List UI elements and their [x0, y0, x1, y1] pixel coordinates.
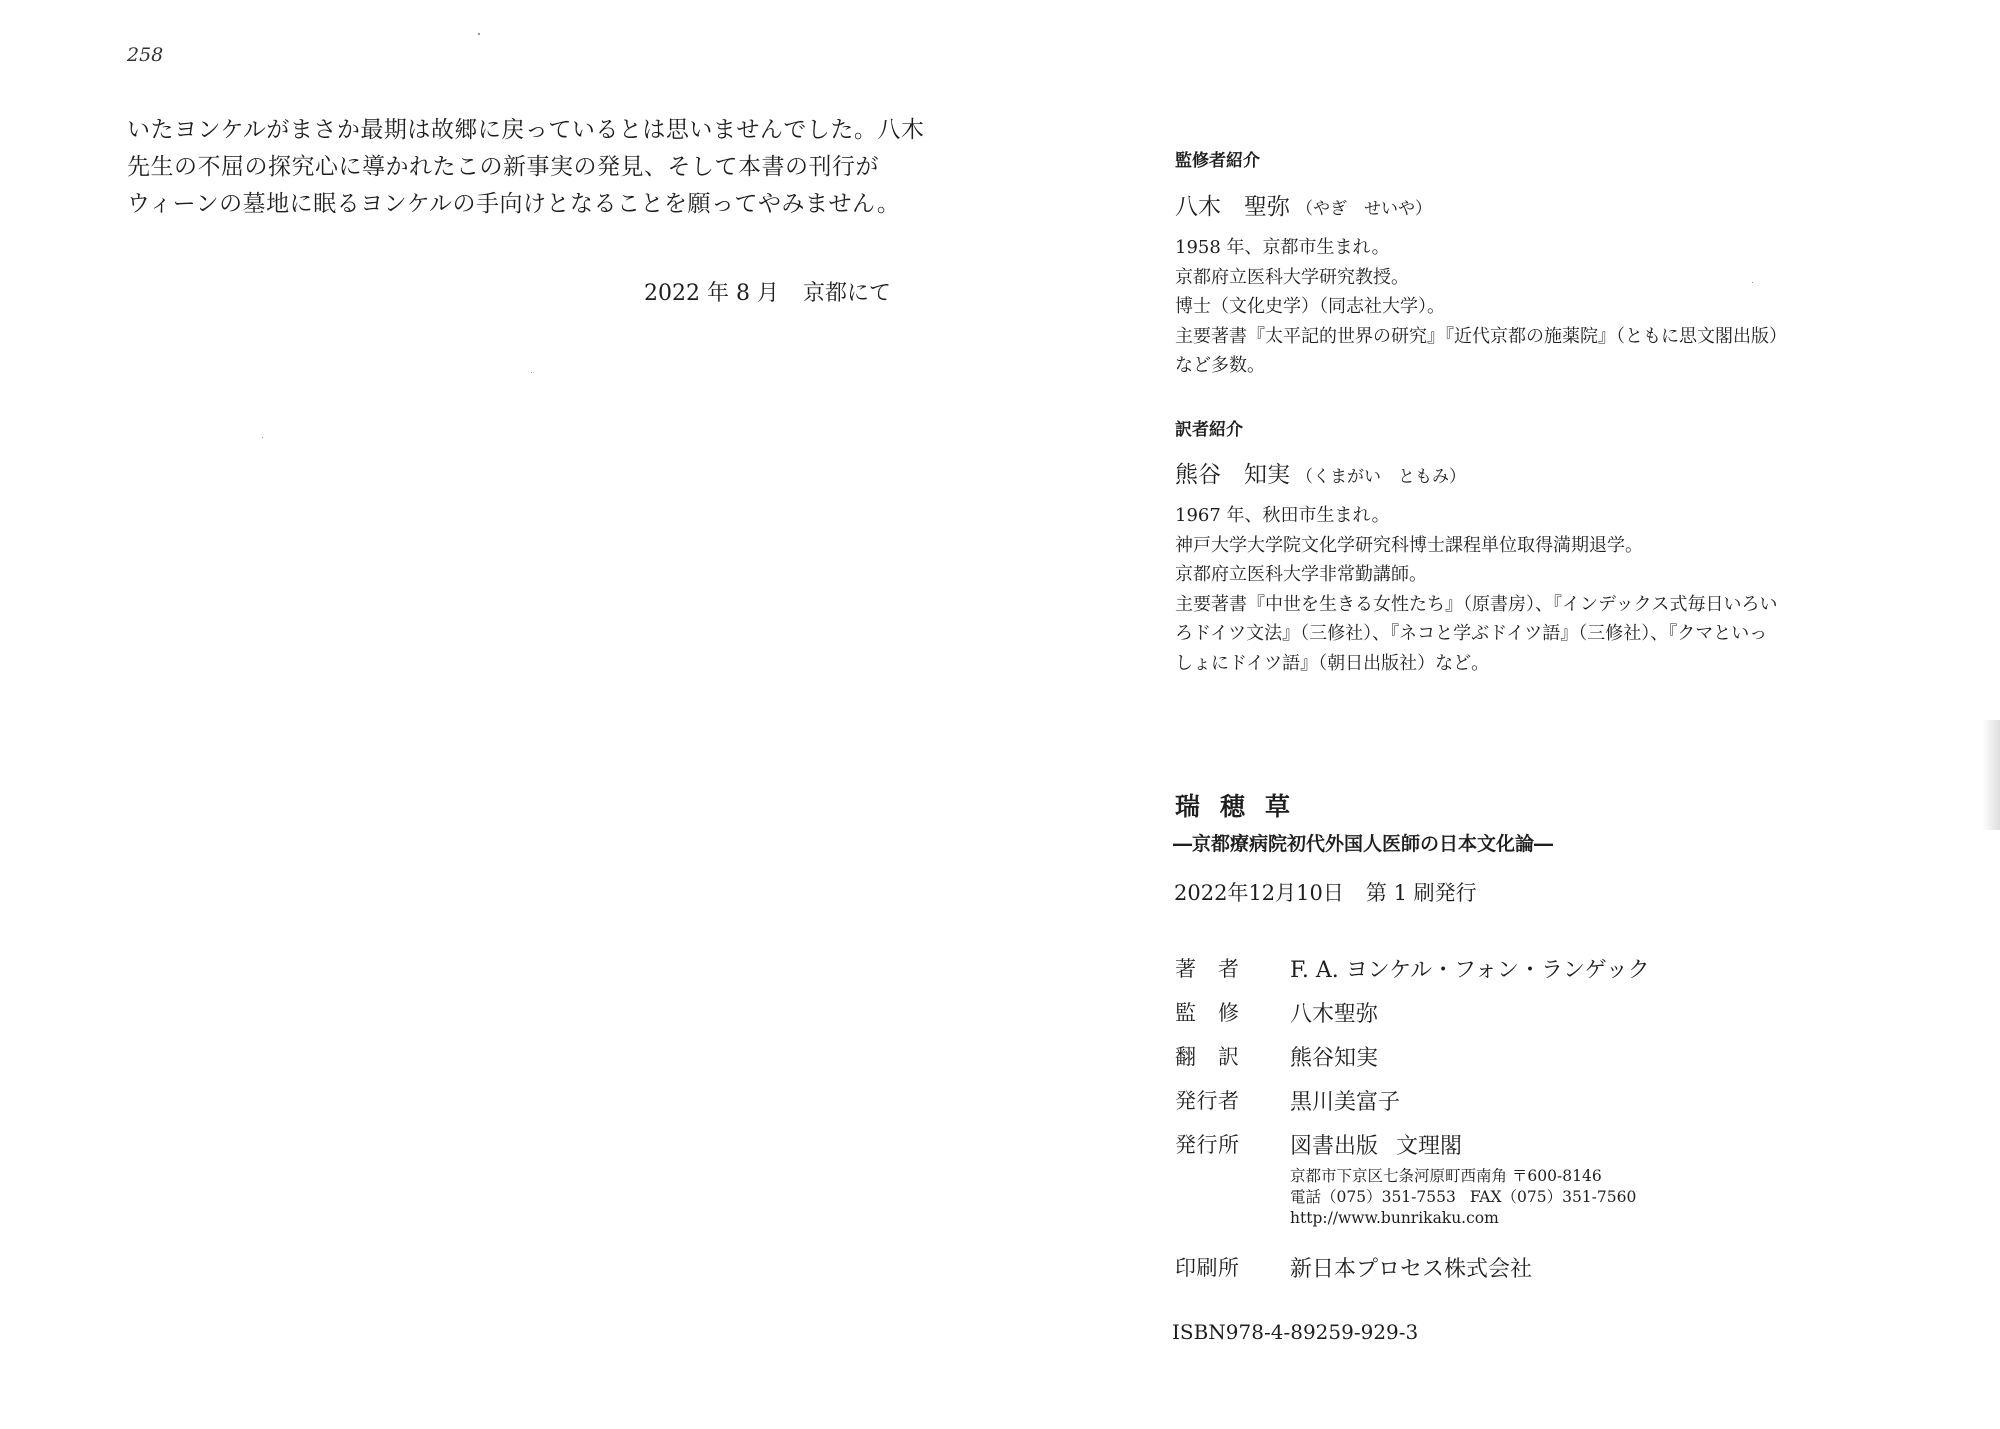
paragraph-line: 先生の不屈の探究心に導かれたこの新事実の発見、そして本書の刊行が	[127, 154, 879, 180]
scan-speck	[531, 372, 532, 373]
publisher-address: 京都市下京区七条河原町西南角 〒600-8146	[1290, 1167, 1602, 1185]
credit-value: 熊谷知実	[1290, 1046, 1379, 1071]
isbn: ISBN978-4-89259-929-3	[1172, 1320, 1419, 1344]
signoff-place: 京都にて	[802, 281, 891, 306]
supervisor-reading: （やぎ せいや）	[1296, 199, 1432, 219]
bio-line: 京都府立医科大学非常勤講師。	[1175, 564, 1427, 585]
credit-row-translator	[1175, 1041, 1895, 1072]
bio-line: 博士（文化史学）（同志社大学）。	[1175, 296, 1445, 317]
supervisor-name: 八木 聖弥	[1175, 194, 1290, 220]
credit-value: 黒川美富子	[1290, 1090, 1401, 1115]
print-date	[1174, 877, 1477, 907]
publisher-details	[1290, 1166, 1636, 1229]
translator-name-line	[1175, 456, 1466, 489]
paragraph-line: ウィーンの墓地に眠るヨンケルの手向けとなることを願ってやみません。	[127, 191, 901, 217]
credit-label: 発行所	[1175, 1133, 1240, 1157]
right-page	[1000, 0, 2000, 1429]
credit-row-printer	[1175, 1252, 1895, 1283]
bio-line: 京都府立医科大学研究教授。	[1175, 266, 1409, 288]
credit-label: 翻 訳	[1175, 1045, 1240, 1069]
supervisor-heading: 監修者紹介	[1175, 151, 1260, 171]
supervisor-name-line	[1175, 188, 1432, 221]
paragraph-line: いたヨンケルがまさか最期は故郷に戻っているとは思いませんでした。八木	[127, 117, 925, 143]
credit-value: F. A. ヨンケル・フォン・ランゲック	[1290, 958, 1650, 983]
bio-line: 神戸大学大学院文化学研究科博士課程単位取得満期退学。	[1175, 534, 1643, 556]
publisher-block	[1290, 1129, 1636, 1239]
credit-row-supervisor	[1175, 997, 1895, 1028]
page-number: 258	[127, 44, 164, 66]
bio-line: ろドイツ文法』（三修社）、『ネコと学ぶドイツ語』（三修社）、『クマといっ	[1175, 623, 1768, 644]
bio-line: 主要著書『中世を生きる女性たち』（原書房）、『インデックス式毎日いろい	[1175, 593, 1778, 615]
credit-label: 発行者	[1175, 1089, 1240, 1113]
bio-line: 1958 年、京都市生まれ。	[1175, 237, 1390, 258]
credit-label: 印刷所	[1175, 1256, 1240, 1280]
scan-speck	[262, 437, 263, 438]
translator-heading: 訳者紹介	[1175, 420, 1243, 440]
credit-row-issuer	[1175, 1085, 1895, 1116]
publisher-website: http://www.bunrikaku.com	[1290, 1209, 1499, 1227]
publisher-name-part: 文理閣	[1396, 1134, 1463, 1159]
publisher-name-part: 図書出版	[1290, 1134, 1379, 1159]
bio-line: しょにドイツ語』（朝日出版社）など。	[1175, 652, 1490, 674]
credit-value: 八木聖弥	[1290, 1002, 1379, 1027]
credit-label: 監 修	[1175, 1001, 1240, 1025]
credit-row-publisher	[1175, 1129, 1895, 1239]
publisher-fax: FAX（075）351-7560	[1469, 1188, 1637, 1206]
translator-bio	[1175, 501, 1855, 678]
signoff	[644, 276, 891, 307]
issue-edition: 第 1 刷発行	[1365, 881, 1477, 905]
publisher-phone: 電話（075）351-7553	[1290, 1188, 1456, 1206]
publisher-contact	[1290, 1187, 1636, 1208]
book-title: 瑞穂草	[1175, 792, 1311, 821]
signoff-date: 2022 年 8 月	[644, 281, 779, 306]
book-subtitle: ―京都療病院初代外国人医師の日本文化論―	[1173, 833, 1554, 855]
page-edge-shadow	[1982, 720, 2000, 830]
bio-line: 主要著書『太平記的世界の研究』『近代京都の施薬院』（ともに思文閣出版）	[1175, 325, 1787, 347]
credit-value	[1290, 1129, 1636, 1160]
afterword-paragraph	[127, 112, 925, 223]
bio-line: 1967 年、秋田市生まれ。	[1175, 505, 1390, 526]
scan-speck	[478, 33, 480, 35]
translator-reading: （くまがい ともみ）	[1296, 467, 1466, 487]
colophon-credits	[1175, 953, 1895, 1296]
scan-speck	[1752, 282, 1753, 283]
credit-value: 新日本プロセス株式会社	[1290, 1257, 1533, 1282]
issue-date: 2022年12月10日	[1174, 881, 1344, 905]
credit-row-author	[1175, 953, 1895, 984]
supervisor-bio	[1175, 233, 1855, 381]
bio-line: など多数。	[1175, 355, 1265, 376]
translator-name: 熊谷 知実	[1175, 462, 1290, 488]
credit-label: 著 者	[1175, 957, 1240, 981]
